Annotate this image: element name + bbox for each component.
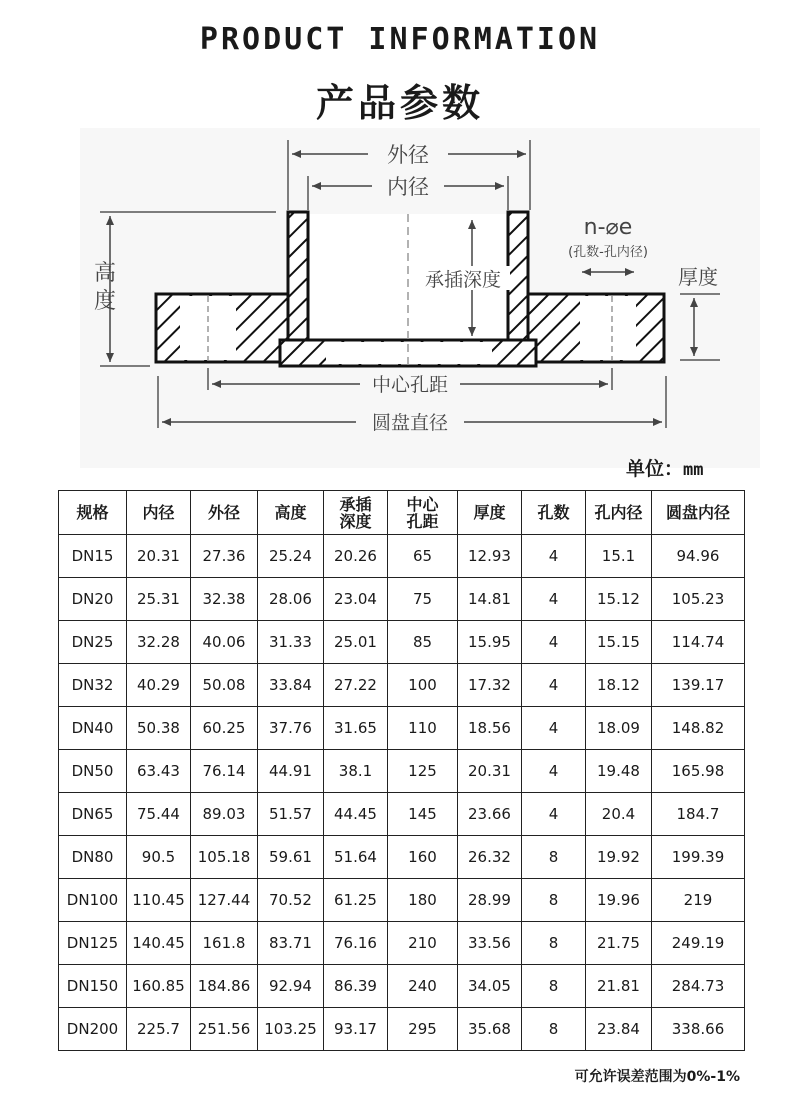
- table-cell: 139.17: [652, 664, 745, 707]
- table-cell: 21.75: [586, 922, 652, 965]
- table-cell: 184.7: [652, 793, 745, 836]
- label-outer-diameter: 外径: [387, 143, 429, 167]
- cell-spec: DN200: [59, 1008, 127, 1051]
- table-cell: 8: [522, 922, 586, 965]
- label-holes-formula: n-⌀e: [583, 215, 633, 240]
- spec-table: [58, 490, 745, 1051]
- table-cell: 125: [388, 750, 458, 793]
- table-row: [59, 707, 745, 750]
- table-cell: 249.19: [652, 922, 745, 965]
- table-cell: 210: [388, 922, 458, 965]
- table-cell: 110: [388, 707, 458, 750]
- label-socket-depth: 承插深度: [424, 269, 502, 291]
- table-cell: 160: [388, 836, 458, 879]
- cell-spec: DN32: [59, 664, 127, 707]
- table-cell: 18.56: [458, 707, 522, 750]
- table-cell: 23.84: [586, 1008, 652, 1051]
- table-cell: 28.06: [258, 578, 324, 621]
- table-cell: 8: [522, 1008, 586, 1051]
- header-hole-count: 孔数: [522, 491, 586, 535]
- table-cell: 4: [522, 535, 586, 578]
- cell-spec: DN15: [59, 535, 127, 578]
- header-outer-diameter: 外径: [191, 491, 258, 535]
- table-cell: 140.45: [127, 922, 191, 965]
- table-cell: 51.64: [324, 836, 388, 879]
- table-cell: 15.12: [586, 578, 652, 621]
- header-hole-diameter: 孔内径: [586, 491, 652, 535]
- table-cell: 180: [388, 879, 458, 922]
- table-cell: 225.7: [127, 1008, 191, 1051]
- table-cell: 33.56: [458, 922, 522, 965]
- header-spec: 规格: [59, 491, 127, 535]
- table-cell: 25.24: [258, 535, 324, 578]
- cell-spec: DN80: [59, 836, 127, 879]
- table-cell: 32.28: [127, 621, 191, 664]
- table-cell: 160.85: [127, 965, 191, 1008]
- table-cell: 65: [388, 535, 458, 578]
- table-cell: 40.29: [127, 664, 191, 707]
- table-cell: 17.32: [458, 664, 522, 707]
- table-cell: 83.71: [258, 922, 324, 965]
- header-socket-depth-text: 承插深度: [339, 494, 372, 531]
- table-cell: 51.57: [258, 793, 324, 836]
- table-cell: 40.06: [191, 621, 258, 664]
- table-cell: 35.68: [458, 1008, 522, 1051]
- table-cell: 110.45: [127, 879, 191, 922]
- table-cell: 90.5: [127, 836, 191, 879]
- table-row: [59, 578, 745, 621]
- table-cell: 50.08: [191, 664, 258, 707]
- table-cell: 295: [388, 1008, 458, 1051]
- table-cell: 8: [522, 836, 586, 879]
- table-cell: 20.4: [586, 793, 652, 836]
- table-cell: 161.8: [191, 922, 258, 965]
- table-cell: 4: [522, 793, 586, 836]
- label-height-2: 度: [94, 289, 117, 314]
- table-cell: 75: [388, 578, 458, 621]
- table-cell: 23.04: [324, 578, 388, 621]
- tolerance-note: 可允许误差范围为0%-1%: [574, 1069, 740, 1085]
- table-cell: 38.1: [324, 750, 388, 793]
- table-cell: 19.92: [586, 836, 652, 879]
- table-cell: 76.14: [191, 750, 258, 793]
- unit-prefix: 单位：: [626, 458, 684, 480]
- table-row: [59, 836, 745, 879]
- table-cell: 85: [388, 621, 458, 664]
- table-cell: 25.31: [127, 578, 191, 621]
- label-thickness: 厚度: [678, 265, 718, 289]
- table-cell: 33.84: [258, 664, 324, 707]
- table-cell: 93.17: [324, 1008, 388, 1051]
- table-cell: 338.66: [652, 1008, 745, 1051]
- table-cell: 28.99: [458, 879, 522, 922]
- cell-spec: DN25: [59, 621, 127, 664]
- table-cell: 8: [522, 879, 586, 922]
- table-cell: 75.44: [127, 793, 191, 836]
- table-cell: 23.66: [458, 793, 522, 836]
- cell-spec: DN125: [59, 922, 127, 965]
- table-cell: 165.98: [652, 750, 745, 793]
- table-cell: 32.38: [191, 578, 258, 621]
- table-cell: 31.33: [258, 621, 324, 664]
- table-cell: 18.09: [586, 707, 652, 750]
- table-cell: 26.32: [458, 836, 522, 879]
- table-cell: 20.26: [324, 535, 388, 578]
- table-cell: 20.31: [458, 750, 522, 793]
- cell-spec: DN150: [59, 965, 127, 1008]
- table-cell: 18.12: [586, 664, 652, 707]
- label-disc-diameter: 圆盘直径: [371, 412, 449, 434]
- table-cell: 63.43: [127, 750, 191, 793]
- table-cell: 184.86: [191, 965, 258, 1008]
- table-cell: 15.95: [458, 621, 522, 664]
- table-header-row: [59, 491, 745, 535]
- header-bolt-circle: [388, 491, 458, 535]
- table-cell: 8: [522, 965, 586, 1008]
- table-cell: 15.1: [586, 535, 652, 578]
- table-cell: 19.48: [586, 750, 652, 793]
- table-cell: 37.76: [258, 707, 324, 750]
- table-row: [59, 965, 745, 1008]
- table-cell: 114.74: [652, 621, 745, 664]
- table-cell: 199.39: [652, 836, 745, 879]
- table-cell: 105.23: [652, 578, 745, 621]
- header-socket-depth: [324, 491, 388, 535]
- title-english: PRODUCT INFORMATION: [199, 22, 601, 57]
- table-row: [59, 1008, 745, 1051]
- table-cell: 34.05: [458, 965, 522, 1008]
- table-cell: 27.22: [324, 664, 388, 707]
- table-row: [59, 750, 745, 793]
- table-cell: 20.31: [127, 535, 191, 578]
- table-cell: 14.81: [458, 578, 522, 621]
- table-cell: 145: [388, 793, 458, 836]
- table-cell: 4: [522, 664, 586, 707]
- table-cell: 44.45: [324, 793, 388, 836]
- label-inner-diameter: 内径: [387, 175, 429, 199]
- table-row: [59, 922, 745, 965]
- table-cell: 219: [652, 879, 745, 922]
- title-chinese: 产品参数: [315, 81, 484, 125]
- table-cell: 61.25: [324, 879, 388, 922]
- label-bolt-circle: 中心孔距: [371, 374, 449, 396]
- table-cell: 284.73: [652, 965, 745, 1008]
- table-cell: 50.38: [127, 707, 191, 750]
- header-disc-diameter: 圆盘内径: [652, 491, 745, 535]
- table-row: [59, 535, 745, 578]
- cell-spec: DN65: [59, 793, 127, 836]
- table-cell: 92.94: [258, 965, 324, 1008]
- table-cell: 25.01: [324, 621, 388, 664]
- table-cell: 89.03: [191, 793, 258, 836]
- flange-cross-section-diagram: [80, 128, 760, 468]
- table-cell: 12.93: [458, 535, 522, 578]
- unit-label: [626, 454, 704, 481]
- table-cell: 21.81: [586, 965, 652, 1008]
- table-cell: 60.25: [191, 707, 258, 750]
- table-cell: 94.96: [652, 535, 745, 578]
- table-row: [59, 879, 745, 922]
- cell-spec: DN50: [59, 750, 127, 793]
- table-cell: 19.96: [586, 879, 652, 922]
- table-cell: 31.65: [324, 707, 388, 750]
- header-inner-diameter: 内径: [127, 491, 191, 535]
- table-cell: 4: [522, 707, 586, 750]
- table-cell: 86.39: [324, 965, 388, 1008]
- table-cell: 4: [522, 750, 586, 793]
- label-height-1: 高: [94, 261, 117, 286]
- table-row: [59, 621, 745, 664]
- table-row: [59, 793, 745, 836]
- table-cell: 105.18: [191, 836, 258, 879]
- header-thickness: 厚度: [458, 491, 522, 535]
- cell-spec: DN20: [59, 578, 127, 621]
- table-cell: 148.82: [652, 707, 745, 750]
- header-height: 高度: [258, 491, 324, 535]
- table-cell: 4: [522, 578, 586, 621]
- table-row: [59, 664, 745, 707]
- table-cell: 100: [388, 664, 458, 707]
- header-bolt-circle-text: 中心孔距: [406, 494, 439, 531]
- table-cell: 127.44: [191, 879, 258, 922]
- table-cell: 4: [522, 621, 586, 664]
- table-cell: 240: [388, 965, 458, 1008]
- table-cell: 27.36: [191, 535, 258, 578]
- table-cell: 70.52: [258, 879, 324, 922]
- cell-spec: DN100: [59, 879, 127, 922]
- table-cell: 103.25: [258, 1008, 324, 1051]
- label-holes-caption: (孔数-孔内径): [568, 245, 648, 260]
- table-cell: 44.91: [258, 750, 324, 793]
- table-cell: 15.15: [586, 621, 652, 664]
- table-cell: 59.61: [258, 836, 324, 879]
- table-cell: 76.16: [324, 922, 388, 965]
- table-cell: 251.56: [191, 1008, 258, 1051]
- unit-value: mm: [683, 460, 704, 480]
- cell-spec: DN40: [59, 707, 127, 750]
